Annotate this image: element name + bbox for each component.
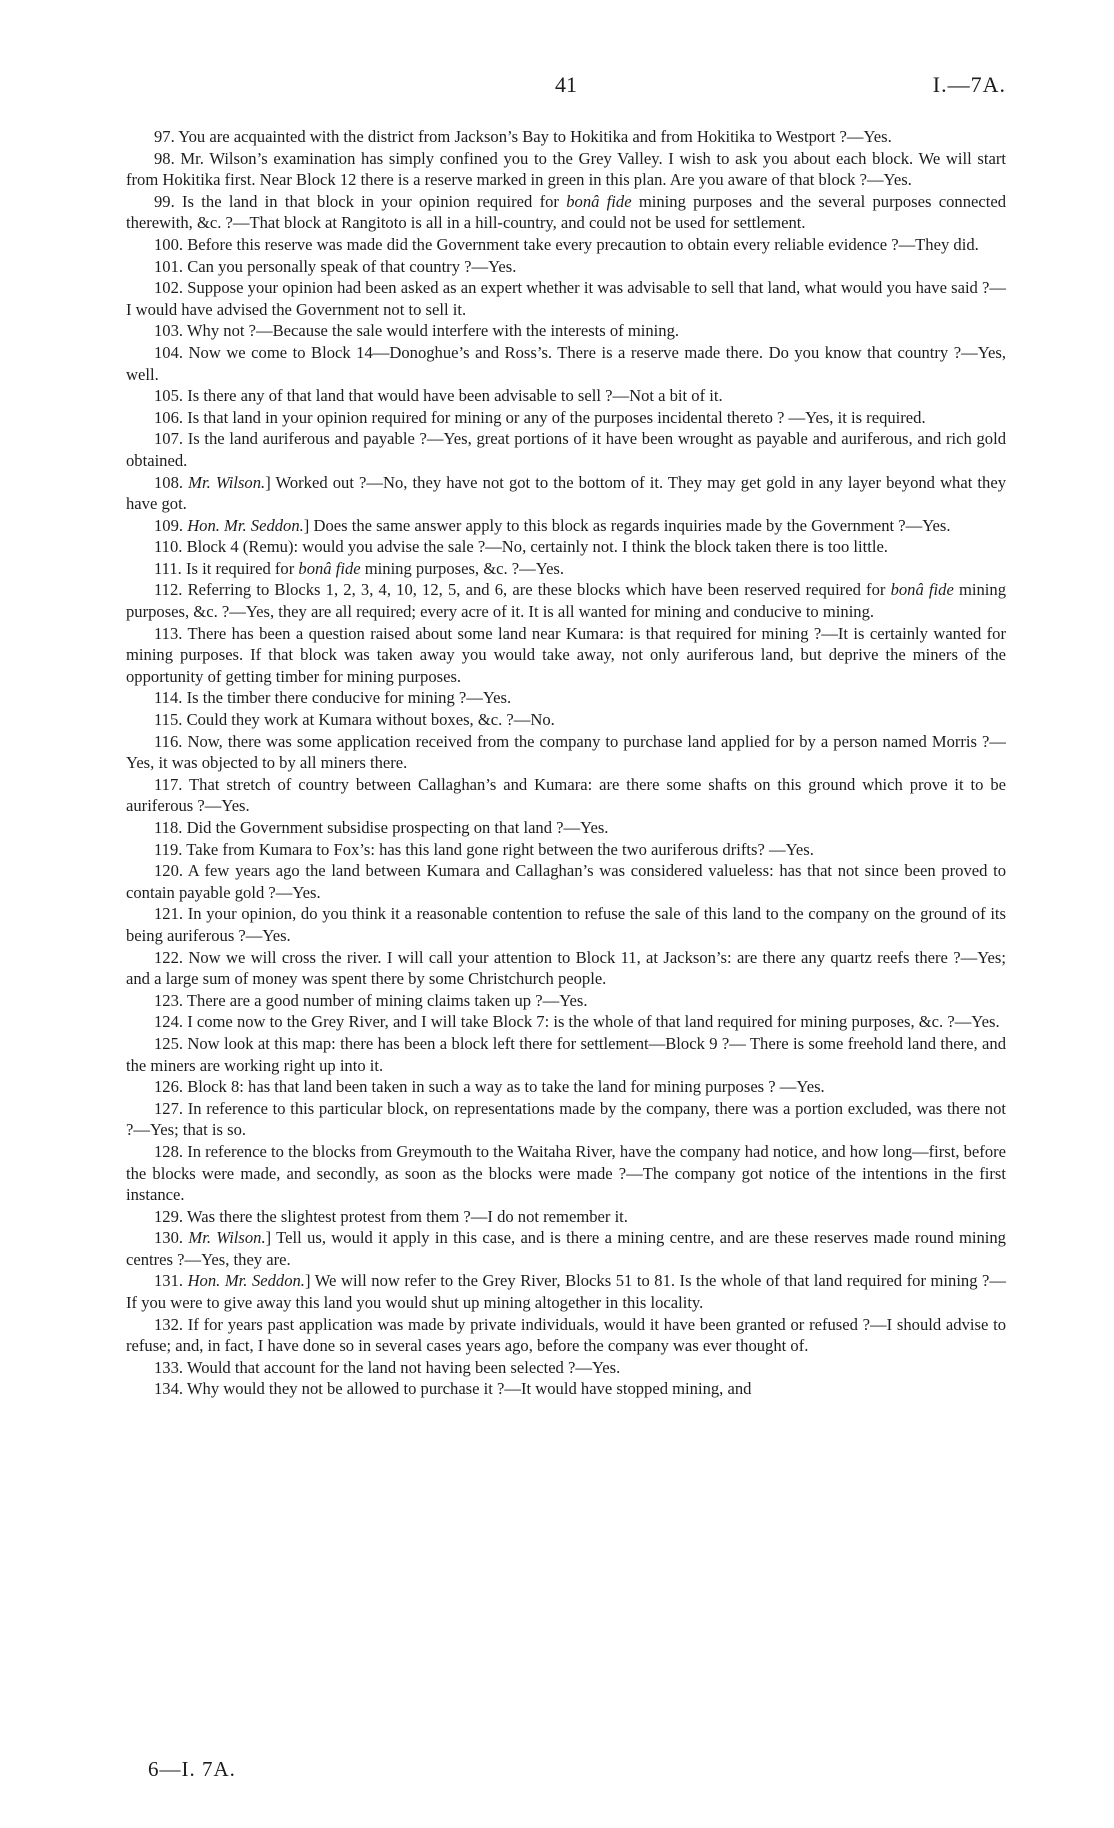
paragraph-text: 111. Is it required for	[154, 558, 299, 578]
italic-text: bonâ fide	[298, 558, 361, 578]
italic-text: Mr. Wilson.	[188, 472, 266, 492]
paragraph-text: mining purposes, &c. ?—Yes, they are all required; every acre of it. It is all wanted for mining and conducive to mining.	[126, 580, 1007, 622]
paragraph-text: mining purposes and the several purposes connected therewith, &c. ?—That block at Rangitoto is all in a hill-country, and could not be used for settlement.	[126, 191, 1007, 233]
paragraph-text: 133. Would that account for the land not having been selected ?—Yes.	[154, 1357, 621, 1377]
document-reference: I.—7A.	[932, 72, 1006, 97]
paragraph-text: 100. Before this reserve was made did the Government take every precaution to obtain every reliable evidence ?—They did.	[154, 234, 979, 254]
page-number: 41	[555, 72, 577, 97]
paragraph-text: 120. A few years ago the land between Kumara and Callaghan’s was considered valueless: has that not since been proved to contain payable gold ?—Yes.	[126, 861, 1006, 902]
question-paragraph	[126, 126, 1006, 148]
question-paragraph	[126, 256, 1006, 278]
paragraph-text: ] Tell us, would it apply in this case, and is there a mining centre, and are these reserves made round mining centres ?—Yes, they are.	[126, 1228, 1006, 1269]
question-paragraph	[126, 472, 1006, 515]
question-paragraph	[126, 320, 1006, 342]
question-paragraph	[126, 817, 1006, 839]
paragraph-text: ] Worked out ?—No, they have not got to the bottom of it. They may get gold in any layer beyond what they have got.	[126, 472, 1006, 514]
question-paragraph	[126, 515, 1006, 537]
paragraph-text: 113. There has been a question raised about some land near Kumara: is that required for mining ?—It is certainly wanted for mining purposes. If that block was taken away you would take away, not only auriferous land, but deprive the miners of the opportunity of getting timber for mining purposes.	[126, 623, 1006, 686]
paragraph-text: 104. Now we come to Block 14—Donoghue’s and Ross’s. There is a reserve made there. Do you know that country ?—Yes, well.	[126, 342, 1006, 384]
page-header	[126, 72, 1006, 100]
paragraph-text: 97. You are acquainted with the district from Jackson’s Bay to Hokitika and from Hokitika to Westport ?—Yes.	[154, 127, 892, 146]
paragraph-text: 128. In reference to the blocks from Greymouth to the Waitaha River, have the company had notice, and how long—first, before the blocks were made, and secondly, as soon as the blocks were made ?—The company got notice of the intentions in the first instance.	[126, 1141, 1007, 1205]
paragraph-text: 101. Can you personally speak of that country ?—Yes.	[154, 256, 517, 276]
question-paragraph	[126, 1357, 1006, 1379]
question-paragraph	[126, 407, 1006, 429]
question-paragraph	[126, 947, 1006, 990]
paragraph-text: 105. Is there any of that land that would have been advisable to sell ?—Not a bit of it.	[154, 386, 723, 406]
printer-signature: 6—I. 7A.	[148, 1757, 236, 1781]
paragraph-text: 99. Is the land in that block in your opinion required for	[154, 191, 567, 211]
question-paragraph	[126, 1314, 1006, 1357]
question-paragraph	[126, 1270, 1006, 1313]
paragraph-text: 102. Suppose your opinion had been asked as an expert whether it was advisable to sell that land, what would you have said ?—I would have advised the Government not to sell it.	[126, 278, 1006, 319]
evidence-text	[126, 126, 1006, 1400]
paragraph-text: 134. Why would they not be allowed to purchase it ?—It would have stopped mining, and	[154, 1379, 752, 1399]
question-paragraph	[126, 536, 1006, 558]
question-paragraph	[126, 990, 1006, 1012]
italic-text: Mr. Wilson.	[188, 1228, 266, 1248]
paragraph-text: 125. Now look at this map: there has been a block left there for settlement—Block 9 ?— There is some freehold land there, and the miners are working right up into it.	[126, 1033, 1006, 1075]
paragraph-text: 116. Now, there was some application received from the company to purchase land applied for by a person named Morris ?—Yes, it was objected to by all miners there.	[126, 731, 1006, 773]
question-paragraph	[126, 234, 1006, 256]
paragraph-text: 98. Mr. Wilson’s examination has simply confined you to the Grey Valley. I wish to ask you about each block. We will start from Hokitika first. Near Block 12 there is a reserve marked in green in this plan. Are you aware of that block ?—Yes.	[126, 148, 1006, 190]
paragraph-text: 126. Block 8: has that land been taken in such a way as to take the land for mining purposes ? —Yes.	[154, 1077, 825, 1097]
question-paragraph	[126, 860, 1006, 903]
paragraph-text: 121. In your opinion, do you think it a reasonable contention to refuse the sale of this land to the company on the ground of its being auriferous ?—Yes.	[126, 904, 1006, 945]
paragraph-text: 109.	[154, 515, 188, 535]
question-paragraph	[126, 623, 1006, 688]
question-paragraph	[126, 1033, 1006, 1076]
paragraph-text: 117. That stretch of country between Callaghan’s and Kumara: are there some shafts on this ground which prove it to be auriferous ?—Yes.	[126, 774, 1006, 816]
italic-text: bonâ fide	[890, 580, 954, 600]
question-paragraph	[126, 709, 1006, 731]
paragraph-text: 115. Could they work at Kumara without boxes, &c. ?—No.	[154, 710, 555, 730]
question-paragraph	[126, 731, 1006, 774]
question-paragraph	[126, 687, 1006, 709]
question-paragraph	[126, 1098, 1006, 1141]
question-paragraph	[126, 385, 1006, 407]
question-paragraph	[126, 191, 1006, 234]
italic-text: Hon. Mr. Seddon.	[187, 1271, 305, 1291]
question-paragraph	[126, 579, 1006, 622]
italic-text: bonâ fide	[566, 191, 632, 211]
question-paragraph	[126, 148, 1006, 191]
question-paragraph	[126, 277, 1006, 320]
paragraph-text: 103. Why not ?—Because the sale would interfere with the interests of mining.	[154, 321, 680, 341]
paragraph-text: 127. In reference to this particular block, on representations made by the company, there was a portion excluded, was there not ?—Yes; that is so.	[126, 1098, 1006, 1140]
paragraph-text: 129. Was there the slightest protest from them ?—I do not remember it.	[154, 1206, 628, 1226]
paragraph-text: ] Does the same answer apply to this block as regards inquiries made by the Government ?—Yes.	[303, 515, 951, 535]
paragraph-text: 124. I come now to the Grey River, and I will take Block 7: is the whole of that land required for mining purposes, &c. ?—Yes.	[154, 1012, 1000, 1032]
question-paragraph	[126, 1141, 1006, 1206]
paragraph-text: 112. Referring to Blocks 1, 2, 3, 4, 10, 12, 5, and 6, are these blocks which have been reserved required for	[154, 580, 891, 600]
paragraph-text: 132. If for years past application was made by private individuals, would it have been granted or refused ?—I should advise to refuse; and, in fact, I have done so in several cases years ago, before the company was ever thought of.	[126, 1314, 1006, 1356]
paragraph-text: 119. Take from Kumara to Fox’s: has this land gone right between the two auriferous drifts? —Yes.	[154, 839, 814, 859]
question-paragraph	[126, 428, 1006, 471]
paragraph-text: 108.	[154, 472, 189, 492]
question-paragraph	[126, 342, 1006, 385]
paragraph-text: 118. Did the Government subsidise prospecting on that land ?—Yes.	[154, 818, 609, 837]
paragraph-text: 122. Now we will cross the river. I will call your attention to Block 11, at Jackson’s: are there any quartz reefs there ?—Yes; and a large sum of money was spent there by some Christchurch people.	[126, 947, 1006, 989]
question-paragraph	[126, 1227, 1006, 1270]
paragraph-text: 110. Block 4 (Remu): would you advise the sale ?—No, certainly not. I think the block taken there is too little.	[154, 537, 888, 557]
paragraph-text: 114. Is the timber there conducive for mining ?—Yes.	[154, 688, 512, 708]
question-paragraph	[126, 903, 1006, 946]
question-paragraph	[126, 1076, 1006, 1098]
paragraph-text: 107. Is the land auriferous and payable ?—Yes, great portions of it have been wrought as payable and auriferous, and rich gold obtained.	[126, 429, 1006, 470]
italic-text: Hon. Mr. Seddon.	[187, 515, 304, 535]
paragraph-text: 106. Is that land in your opinion required for mining or any of the purposes incidental thereto ? —Yes, it is required.	[154, 407, 926, 427]
paragraph-text: 123. There are a good number of mining claims taken up ?—Yes.	[154, 990, 588, 1010]
question-paragraph	[126, 774, 1006, 817]
paragraph-text: 131.	[154, 1271, 188, 1291]
question-paragraph	[126, 1378, 1006, 1400]
question-paragraph	[126, 558, 1006, 580]
paragraph-text: mining purposes, &c. ?—Yes.	[360, 558, 565, 578]
paragraph-text: ] We will now refer to the Grey River, Blocks 51 to 81. Is the whole of that land required for mining ?—If you were to give away this land you would shut up mining altogether in this locality.	[126, 1271, 1007, 1313]
question-paragraph	[126, 839, 1006, 861]
paragraph-text: 130.	[154, 1228, 189, 1248]
question-paragraph	[126, 1206, 1006, 1228]
question-paragraph	[126, 1011, 1006, 1033]
